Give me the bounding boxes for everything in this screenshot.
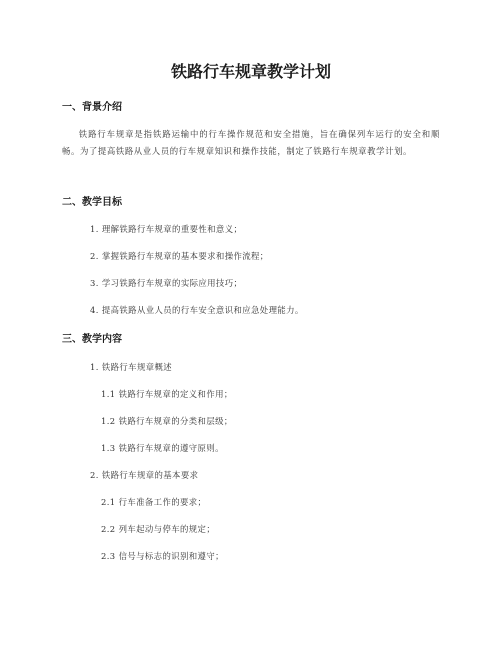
list-subitem: 1.2 铁路行车规章的分类和层级； — [101, 416, 233, 426]
section-heading-objectives: 二、教学目标 — [62, 197, 122, 208]
list-subitem: 1.3 铁路行车规章的遵守原则。 — [101, 443, 224, 453]
list-item-group-label: 2. 铁路行车规章的基本要求 — [90, 470, 199, 480]
list-subitem: 2.3 信号与标志的识别和遵守； — [101, 551, 224, 561]
section-heading-background: 一、背景介绍 — [62, 102, 122, 113]
list-item-group-label: 1. 铁路行车规章概述 — [90, 362, 173, 372]
list-subitem: 2.1 行车准备工作的要求； — [101, 497, 207, 507]
list-item: 4. 提高铁路从业人员的行车安全意识和应急处理能力。 — [90, 305, 304, 315]
list-subitem: 1.1 铁路行车规章的定义和作用； — [101, 389, 233, 399]
document-title: 铁路行车规章教学计划 — [170, 62, 331, 81]
list-subitem: 2.2 列车起动与停车的规定； — [101, 524, 216, 534]
list-item: 2. 掌握铁路行车规章的基本要求和操作流程； — [90, 251, 269, 261]
section-paragraph-background: 铁路行车规章是指铁路运输中的行车操作规范和安全措施，旨在确保列车运行的安全和顺畅。为了提高铁路从业人员的行车规章知识和操作技能，制定了铁路行车规章教学计划。 — [62, 129, 440, 156]
list-item: 3. 学习铁路行车规章的实际应用技巧； — [90, 278, 243, 288]
list-item: 1. 理解铁路行车规章的重要性和意义； — [90, 224, 243, 234]
section-heading-content: 三、教学内容 — [62, 334, 122, 345]
